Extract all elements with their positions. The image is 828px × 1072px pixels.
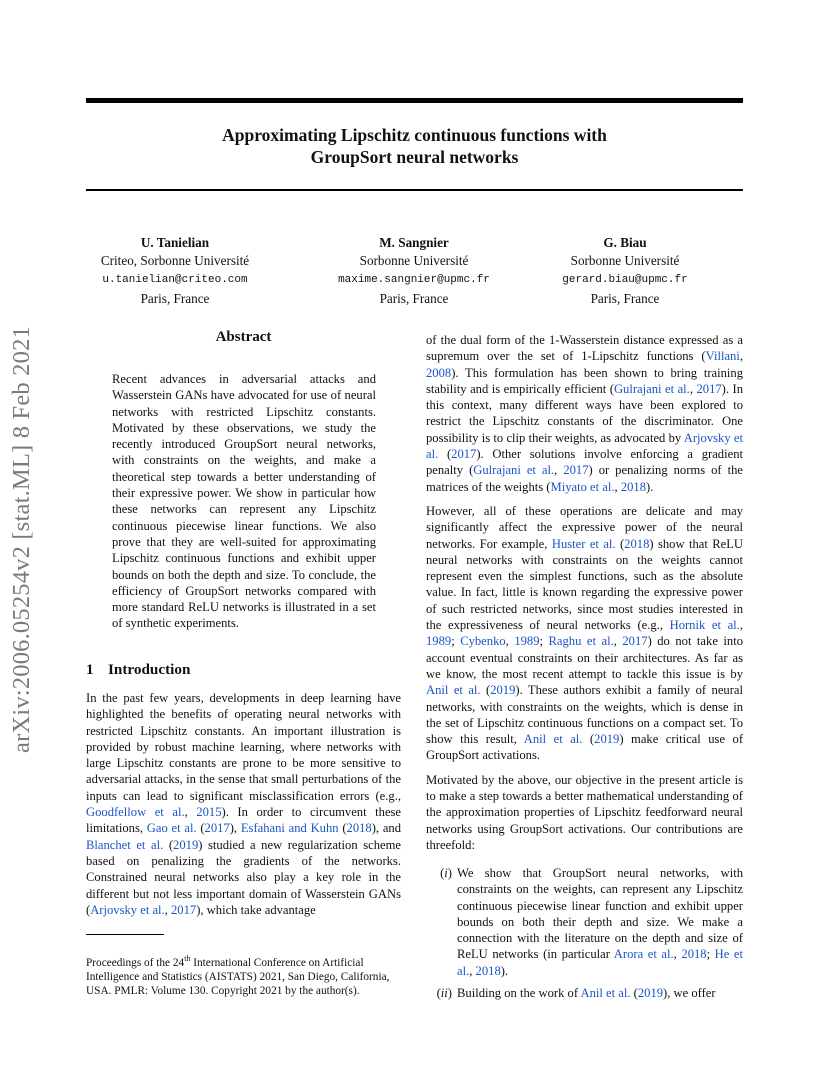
intro-column-right — [426, 332, 743, 853]
author-email[interactable]: maxime.sangnier@upmc.fr — [338, 274, 490, 286]
title-bottom-rule — [86, 189, 743, 191]
list-item-text: We show that GroupSort neural networks, with constraints on the weights, can represent any Lipschitz continuous piecewise linear function and exhibit upper bounds on both their depth and size. We make a connection with the literature on the depth and size of ReLU networks (in particular Arora et al., 2018; He et al., 2018). — [457, 866, 744, 978]
author-name: M. Sangnier — [379, 235, 449, 250]
citation-link[interactable]: Gulrajani et al. — [613, 381, 690, 396]
citation-link[interactable]: Anil et al. — [523, 732, 583, 747]
citation-link[interactable]: Arjovsky et al. — [426, 430, 743, 462]
paragraph: In the past few years, developments in deep learning have highlighted the benefits of operating neural networks with restricted Lipschitz constants. An important illustration is provided by robust machine learning, where networks with large Lipschitz constants are prone to be more sensitive to adversarial attacks, in the sense that small perturbations of the inputs can lead to significant misclassification errors (e.g., Goodfellow et al., 2015). In order to circumvent these limitations, Gao et al. (2017), Esfahani and Kuhn (2018), and Blanchet et al. (2019) studied a new regularization scheme based on penalizing the gradients of the networks. Constrained neural networks also play a key role in the different but not less important domain of Wasserstein GANs (Arjovsky et al., 2017), which take advantage — [86, 691, 402, 917]
section-heading-introduction — [86, 661, 190, 679]
citation-link[interactable]: 1989 — [426, 634, 452, 649]
citation-link[interactable]: 2018 — [475, 963, 501, 978]
citation-link[interactable]: 2019 — [637, 986, 664, 1001]
citation-link[interactable]: 2017 — [171, 902, 197, 917]
citation-link[interactable]: 2017 — [451, 447, 477, 462]
top-rule — [86, 98, 743, 103]
citation-link[interactable]: 2018 — [624, 536, 650, 551]
footnote-rule — [86, 934, 164, 935]
citation-link[interactable]: 2017 — [563, 463, 589, 478]
paragraph: of the dual form of the 1-Wasserstein distance expressed as a supremum over the set of 1-Lipschitz functions (Villani, 2008). This formulation has been shown to bring training stability and is empirically efficient (Gulrajani et al., 2017). In this context, many different ways have been explored to restrict the Lipschitz constants of the discriminator. One possibility is to clip their weights, as advocated by Arjovsky et al. (2017). Other solutions involve enforcing a gradient penalty (Gulrajani et al., 2017) or penalizing norms of the matrices of the weights (Miyato et al., 2018). — [426, 333, 744, 494]
intro-column-left — [86, 690, 401, 918]
abstract-text: Recent advances in adversarial attacks and Wasserstein GANs have advocated for use of neural networks with restricted Lipschitz constants. Motivated by these observations, we study the recently introduced GroupSort neural networks, with constraints on the weights, and make a theoretical step towards a better understanding of their expressive power. We show in particular how these networks can represent any Lipschitz continuous piecewise linear functions. We also prove that they are well-suited for approximating Lipschitz continuous functions and exhibit upper bounds on both the depth and size. To conclude, the efficiency of GroupSort networks compared with more standard ReLU networks is illustrated in a set of synthetic experiments. — [112, 372, 376, 631]
paper-title — [86, 124, 743, 168]
title-line-1: Approximating Lipschitz continuous functions with — [222, 125, 607, 145]
citation-link[interactable]: Goodfellow et al. — [86, 805, 185, 820]
citation-link[interactable]: Gulrajani et al. — [473, 463, 555, 478]
footnote-text-post: International Conference on Artificial Intelligence and Statistics (AISTATS) 2021, San Diego, California, USA. PMLR: Volume 130. Copyright 2021 by the author(s). — [86, 956, 390, 997]
citation-link[interactable]: Anil et al. — [426, 683, 481, 698]
citation-link[interactable]: 1989 — [514, 634, 540, 649]
footnote — [86, 952, 401, 998]
abstract-heading: Abstract — [215, 329, 272, 345]
section-title: Introduction — [108, 661, 191, 678]
paragraph: However, all of these operations are delicate and may significantly affect the expressive power of the neural networks. For example, Huster et al. (2018) show that ReLU neural networks with constraints on the weights cannot represent even the simplest functions, such as the absolute value. In fact, little is known regarding the expressive power of such restricted networks, since most studies interested in the expressiveness of neural networks (e.g., Hornik et al., 1989; Cybenko, 1989; Raghu et al., 2017) do not take into account eventual constraints on their architectures. As far as we know, the most recent attempt to tackle this issue is by Anil et al. (2019). These authors exhibit a family of neural networks, with constraints on the weights, which is dense in the set of Lipschitz continuous functions on a compact set. To show this result, Anil et al. (2019) make critical use of GroupSort activations. — [426, 503, 744, 763]
citation-link[interactable]: 2018 — [346, 821, 372, 836]
citation-link[interactable]: He et al. — [457, 947, 744, 978]
citation-link[interactable]: 2019 — [594, 732, 620, 747]
citation-link[interactable]: Hornik et al. — [669, 618, 740, 633]
citation-link[interactable]: Arora et al. — [613, 947, 674, 962]
citation-link[interactable]: Huster et al. — [551, 536, 616, 551]
title-line-2: GroupSort neural networks — [310, 147, 519, 167]
citation-link[interactable]: 2008 — [426, 365, 452, 380]
author-affiliation: Sorbonne Université — [359, 253, 469, 268]
citation-link[interactable]: Villani — [705, 349, 740, 364]
author-email[interactable]: gerard.biau@upmc.fr — [562, 274, 688, 286]
author-name: G. Biau — [603, 235, 647, 250]
citation-link[interactable]: Esfahani and Kuhn — [240, 821, 339, 836]
footnote-text-pre: Proceedings of the 24 — [86, 956, 185, 969]
citation-link[interactable]: Anil et al. — [580, 986, 631, 1001]
footnote-superscript: th — [184, 954, 191, 963]
citation-link[interactable]: Arjovsky et al. — [90, 902, 165, 917]
citation-link[interactable]: 2017 — [204, 821, 230, 836]
author-block-3 — [510, 234, 740, 308]
paragraph: Motivated by the above, our objective in the present article is to make a step towards a better mathematical understanding of the approximation properties of Lipschitz feedforward neural networks using GroupSort activations. Our contributions are threefold: — [426, 772, 743, 852]
list-item — [426, 865, 743, 979]
citation-link[interactable]: Cybenko — [460, 634, 506, 649]
citation-link[interactable]: 2015 — [196, 805, 222, 820]
author-affiliation: Sorbonne Université — [570, 253, 680, 268]
citation-link[interactable]: 2019 — [490, 683, 516, 698]
citation-link[interactable]: 2017 — [622, 634, 648, 649]
author-affiliation: Criteo, Sorbonne Université — [100, 253, 250, 268]
author-name: U. Tanielian — [140, 235, 210, 250]
author-location: Paris, France — [590, 291, 660, 306]
citation-link[interactable]: 2017 — [696, 381, 722, 396]
citation-link[interactable]: 2019 — [173, 837, 199, 852]
arxiv-stamp: arXiv:2006.05254v2 [stat.ML] 8 Feb 2021 — [8, 326, 35, 754]
section-number: 1 — [86, 661, 94, 678]
list-item — [426, 985, 743, 1001]
list-marker: (ii) — [436, 986, 452, 1001]
citation-link[interactable]: Blanchet et al. — [86, 837, 164, 852]
citation-link[interactable]: Miyato et al. — [550, 479, 615, 494]
citation-link[interactable]: Gao et al. — [146, 821, 197, 836]
contributions-list — [426, 865, 743, 1001]
citation-link[interactable]: 2018 — [620, 479, 646, 494]
author-location: Paris, France — [379, 291, 449, 306]
list-marker: (i) — [440, 866, 452, 880]
citation-link[interactable]: Raghu et al. — [548, 634, 614, 649]
list-item-text: Building on the work of Anil et al. (2019), we offer — [457, 986, 716, 1001]
author-block-2 — [299, 234, 529, 308]
author-location: Paris, France — [140, 291, 210, 306]
author-block-1 — [60, 234, 290, 308]
citation-link[interactable]: 2018 — [681, 947, 707, 962]
author-email[interactable]: u.tanielian@criteo.com — [102, 274, 248, 286]
